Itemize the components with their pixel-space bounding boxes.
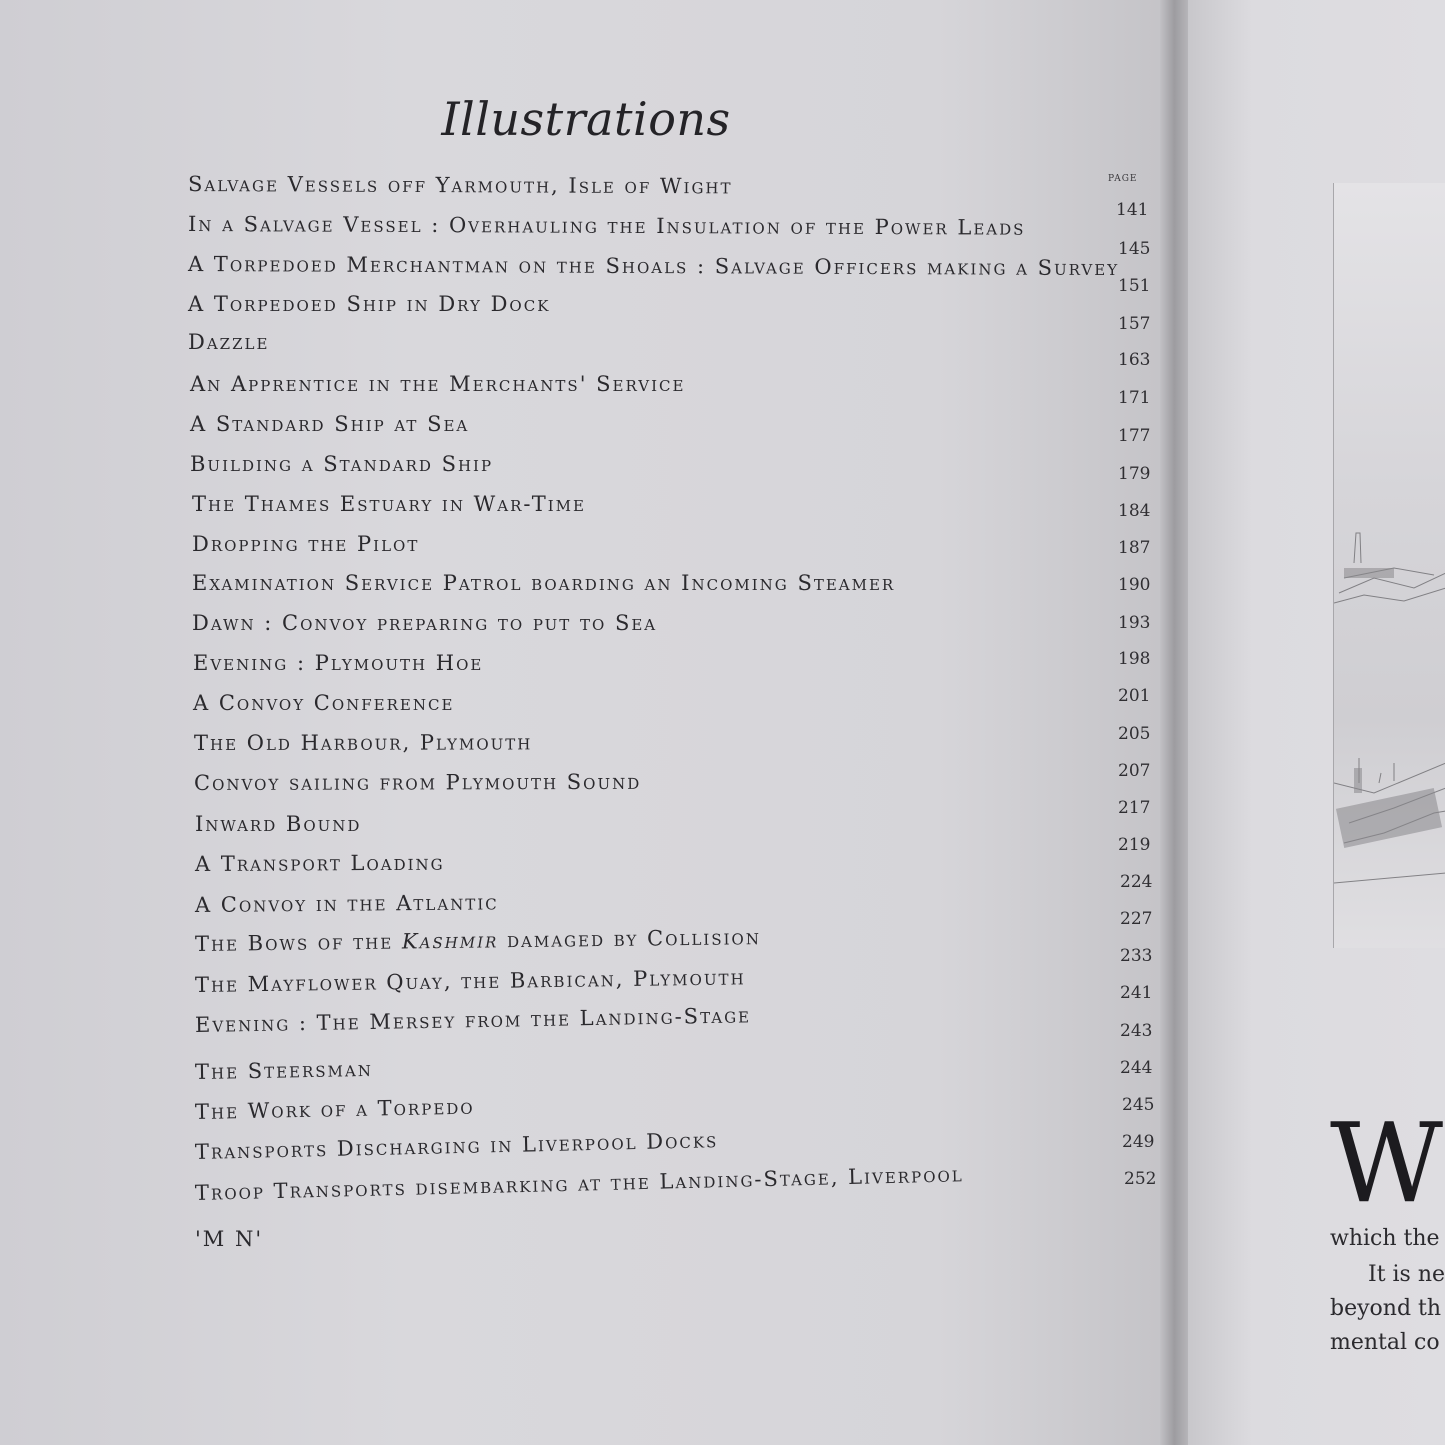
- list-item-page: 151: [1118, 276, 1151, 296]
- list-item-page: 141: [1116, 200, 1149, 220]
- list-item-page: 187: [1118, 538, 1151, 558]
- list-item-title: Building a Standard Ship: [190, 452, 494, 476]
- list-item-page: 179: [1118, 464, 1151, 484]
- list-item-title: An Apprentice in the Merchants' Service: [190, 372, 686, 396]
- list-item-title: [195, 925, 761, 956]
- drop-cap: W: [1330, 1099, 1444, 1227]
- list-item-page: 145: [1118, 239, 1151, 259]
- list-item-title: The Steersman: [194, 1056, 374, 1084]
- list-item-title: A Convoy in the Atlantic: [194, 890, 499, 917]
- list-item-title: A Convoy Conference: [193, 691, 455, 715]
- list-item-page: 163: [1118, 350, 1151, 370]
- page-column-label: PAGE: [1108, 174, 1138, 184]
- list-item-page: 243: [1120, 1021, 1153, 1041]
- list-item-page: 190: [1118, 575, 1151, 595]
- ship-name: Kashmir: [401, 928, 499, 954]
- title-part: The Bows of the: [194, 929, 403, 956]
- list-item-title: The Mayflower Quay, the Barbican, Plymouth: [194, 965, 746, 997]
- list-item-page: 157: [1118, 314, 1151, 334]
- list-item-title: The Work of a Torpedo: [194, 1094, 475, 1124]
- list-item-title: Evening : Plymouth Hoe: [193, 651, 484, 675]
- list-item-title: Troop Transports disembarking at the Landing-Stage, Liverpool: [194, 1162, 964, 1205]
- list-item-title: A Standard Ship at Sea: [190, 412, 470, 436]
- list-item-title: Evening : The Mersey from the Landing-Stage: [194, 1003, 752, 1037]
- list-item-page: 205: [1118, 724, 1151, 744]
- list-item-page: 245: [1122, 1095, 1155, 1115]
- list-item-title: The Thames Estuary in War-Time: [192, 492, 586, 516]
- list-item-title: A Torpedoed Ship in Dry Dock: [188, 292, 551, 316]
- list-item-page: 201: [1118, 686, 1151, 706]
- list-item-page: 171: [1118, 388, 1151, 408]
- list-item-title: Salvage Vessels off Yarmouth, Isle of Wight: [187, 172, 733, 199]
- list-item-page: 227: [1120, 909, 1153, 929]
- list-item-title: Inward Bound: [195, 812, 362, 836]
- list-item-page: 217: [1118, 798, 1151, 818]
- body-text-line: which the: [1330, 1226, 1440, 1251]
- etching-image: [1334, 183, 1445, 948]
- title-part: damaged by Collision: [498, 925, 762, 953]
- list-item-page: 249: [1122, 1132, 1155, 1152]
- body-text-line: beyond th: [1330, 1296, 1442, 1321]
- illustration-plate: [1333, 183, 1445, 948]
- body-text-line: It is ne: [1368, 1262, 1445, 1287]
- list-item-title: 'M N': [195, 1227, 264, 1251]
- list-item-page: 219: [1118, 835, 1151, 855]
- list-item-page: 244: [1120, 1058, 1153, 1078]
- list-item-page: 184: [1118, 501, 1151, 521]
- list-item-title: Dropping the Pilot: [192, 532, 420, 556]
- list-item-title: The Old Harbour, Plymouth: [193, 730, 533, 755]
- list-item-page: 198: [1118, 649, 1151, 669]
- list-item-title: A Torpedoed Merchantman on the Shoals : Salvage Officers making a Survey: [187, 252, 1120, 281]
- list-item-title: Dawn : Convoy preparing to put to Sea: [192, 611, 658, 635]
- list-item-title: A Transport Loading: [194, 850, 445, 876]
- body-text-line: mental co: [1330, 1330, 1440, 1355]
- page-heading: Illustrations: [441, 92, 731, 146]
- list-item-title: Examination Service Patrol boarding an Incoming Steamer: [192, 571, 896, 595]
- list-item-title: Convoy sailing from Plymouth Sound: [193, 769, 642, 795]
- list-item-page: 252: [1124, 1169, 1157, 1189]
- list-item-page: 241: [1120, 983, 1153, 1003]
- list-item-title: Transports Discharging in Liverpool Docks: [194, 1128, 719, 1164]
- list-item-page: 224: [1120, 872, 1153, 892]
- list-item-page: 177: [1118, 426, 1151, 446]
- list-item-page: 207: [1118, 761, 1151, 781]
- list-item-title: In a Salvage Vessel : Overhauling the Insulation of the Power Leads: [187, 212, 1026, 240]
- list-item-page: 193: [1118, 613, 1151, 633]
- list-item-title: Dazzle: [188, 330, 270, 354]
- list-item-page: 233: [1120, 946, 1153, 966]
